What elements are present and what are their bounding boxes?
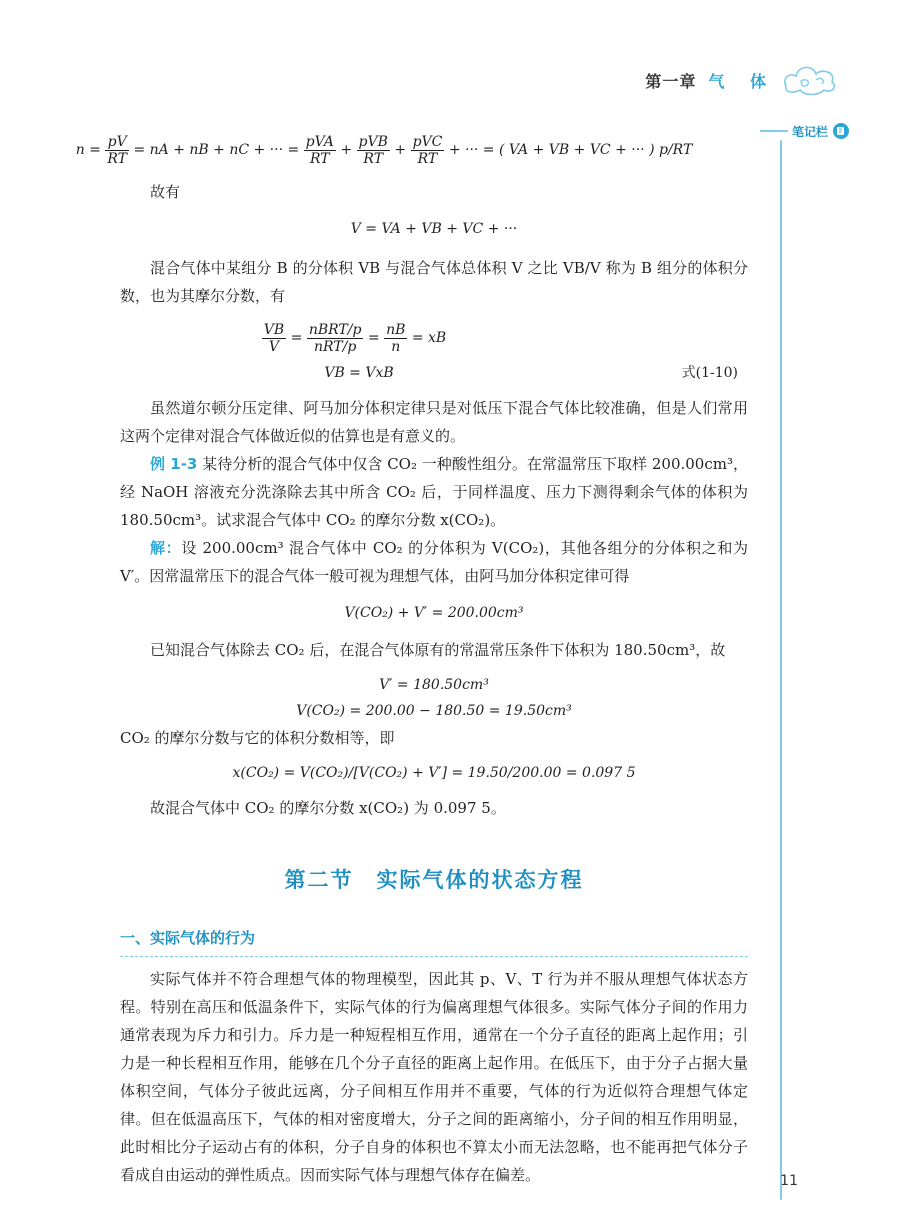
paragraph-laws-approximation: 虽然道尔顿分压定律、阿马加分体积定律只是对低压下混合气体比较准确，但是人们常用这两个定律对混合气体做近似的估算也是有意义的。 (120, 399, 748, 445)
example-label: 例 1-3 (150, 455, 198, 473)
page-header (645, 60, 840, 100)
notes-column-header (760, 122, 850, 140)
solution-paragraph (120, 534, 748, 590)
notes-divider (760, 130, 788, 132)
equation-co2-partial-volume: V(CO₂) + V′ = 200.00cm³ (344, 605, 524, 621)
section-title: 第二节 实际气体的状态方程 (284, 868, 584, 892)
example-1-3 (120, 450, 748, 534)
equation-1-10: VB = VxB 式(1-10) (120, 360, 748, 386)
equation-v-co2: V(CO₂) = 200.00 − 180.50 = 19.50cm³ (296, 703, 572, 719)
equation-volume-fraction: $\frac{VB}{V}$ = $\frac{\text{nBRT/p}}{\text{nRT/p}}$ = $\frac{nB}{n}$ = xB (263, 321, 447, 355)
solution-text: 设 200.00cm³ 混合气体中 CO₂ 的分体积为 V(CO₂)，其他各组分的分体积之和为 V′。因常温常压下的混合气体一般可视为理想气体，由阿马加分体积定律可得 (120, 539, 748, 585)
notes-label: 笔记栏 (792, 124, 829, 139)
equation-number: 式(1-10) (681, 365, 738, 381)
notes-column-line (780, 140, 782, 1200)
page-number: 11 (780, 1173, 798, 1189)
equation-total-moles: n = $\frac{pV}{RT}$ = nA + nB + nC + ··· = $\frac{\text{pVA}}{RT}$ + $\frac{\text{pVB}}{RT}$ + $\frac{\text{pVC}}{RT}$ + ··· = ( VA + VB + VC + ··· ) p/RT (75, 133, 693, 167)
paragraph-real-gas-behavior: 实际气体并不符合理想气体的物理模型，因此其 p、V、T 行为并不服从理想气体状态方程。特别在高压和低温条件下，实际气体的行为偏离理想气体很多。实际气体分子间的作用力通常表现为斥力和引力。斥力是一种短程相互作用，通常在一个分子直径的距离上起作用；引力是一种长程相互作用，能够在几个分子直径的距离上起作用。在低压下，由于分子占据大量体积空间，气体分子彼此远离，分子间相互作用并不重要，气体的行为近似符合理想气体定律。但在低温高压下，气体的相对密度增大，分子之间的距离缩小，分子间的相互作用明显，此时相比分子运动占有的体积，分子自身的体积也不算太小而无法忽略，也不能再把气体分子看成自由运动的弹性质点。因而实际气体与理想气体存在偏差。 (120, 970, 748, 1184)
paragraph-mole-fraction-equals: CO₂ 的摩尔分数与它的体积分数相等，即 (120, 729, 395, 747)
page-content (75, 128, 749, 1189)
text-therefore: 故有 (150, 183, 181, 201)
equation-total-volume: V = VA + VB + VC + ··· (350, 221, 518, 237)
paragraph-conclusion: 故混合气体中 CO₂ 的摩尔分数 x(CO₂) 为 0.097 5。 (150, 799, 506, 817)
subsection-title: 一、实际气体的行为 (120, 924, 748, 957)
chapter-title: 气 体 (708, 71, 776, 91)
cloud-ornament-icon (780, 62, 840, 98)
solution-label: 解： (150, 539, 182, 557)
pencil-note-icon (832, 122, 850, 140)
paragraph-remaining-volume: 已知混合气体除去 CO₂ 后，在混合气体原有的常温常压条件下体积为 180.50cm³，故 (150, 641, 726, 659)
paragraph-volume-fraction: 混合气体中某组分 B 的分体积 VB 与混合气体总体积 V 之比 VB/V 称为 B 组分的体积分数，也为其摩尔分数，有 (120, 259, 748, 305)
chapter-label: 第一章 (645, 71, 697, 91)
example-text: 某待分析的混合气体中仅含 CO₂ 一种酸性组分。在常温常压下取样 200.00cm³，经 NaOH 溶液充分洗涤除去其中所含 CO₂ 后，于同样温度、压力下测得剩余气体的体积为 180.50cm³。试求混合气体中 CO₂ 的摩尔分数 x(CO₂)。 (120, 455, 749, 529)
equation-v-prime: V′ = 180.50cm³ (379, 677, 489, 693)
equation-x-co2: x(CO₂) = V(CO₂)/[V(CO₂) + V′] = 19.50/200.00 = 0.097 5 (232, 765, 636, 781)
